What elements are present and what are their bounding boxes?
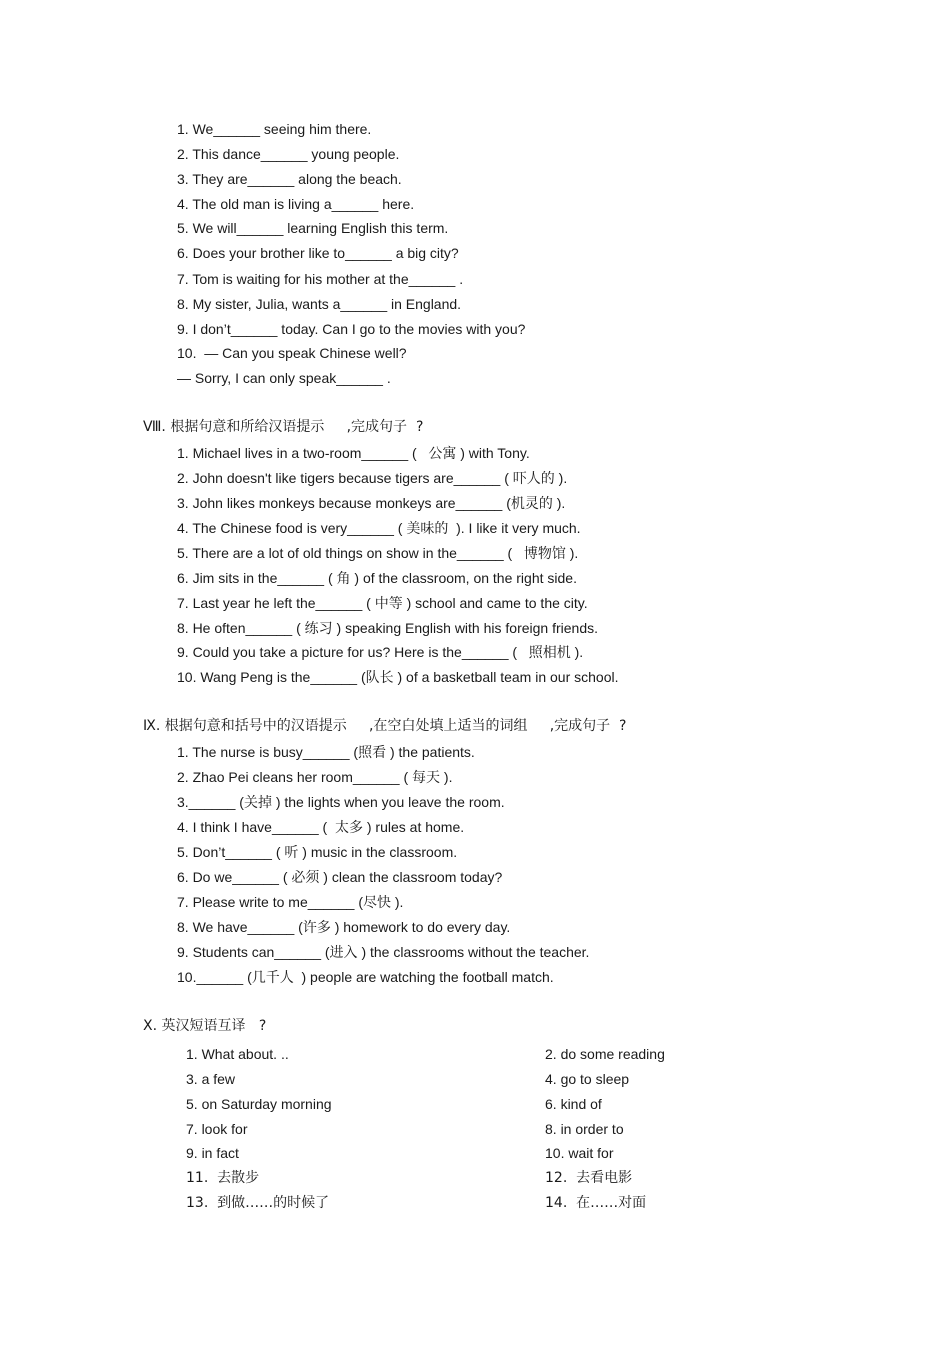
list-item: 5. on Saturday morning — [186, 1096, 332, 1112]
list-item: 10. — Can you speak Chinese well? — [177, 345, 407, 361]
list-item: 5. There are a lot of old things on show in the______ ( 博物馆 ). — [177, 545, 579, 561]
list-item: 2. Zhao Pei cleans her room______ ( 每天 ). — [177, 769, 453, 785]
list-item: 1. We______ seeing him there. — [177, 121, 372, 137]
list-item: 9. Could you take a picture for us? Here is the______ ( 照相机 ). — [177, 644, 584, 660]
list-item: 5. Don’t______ ( 听 ) music in the classroom. — [177, 844, 458, 860]
list-item: 9. in fact — [186, 1145, 239, 1161]
list-item: 7. Please write to me______ (尽快 ). — [177, 894, 404, 910]
list-item: 8. My sister, Julia, wants a______ in England. — [177, 296, 462, 312]
list-item: 9. I don’t______ today. Can I go to the movies with you? — [177, 321, 526, 337]
list-item: 8. We have______ (许多 ) homework to do every day. — [177, 919, 511, 935]
list-item: 3. John likes monkeys because monkeys are______ (机灵的 ). — [177, 495, 566, 511]
section-heading: Ⅸ. 根据句意和括号中的汉语提示 ,在空白处填上适当的词组 ,完成句子 ? — [143, 718, 627, 734]
list-item: 8. He often______ ( 练习 ) speaking English with his foreign friends. — [177, 620, 599, 636]
list-item: 1. Michael lives in a two-room______ ( 公寓 ) with Tony. — [177, 445, 530, 461]
list-item: 3.______ (关掉 ) the lights when you leave the room. — [177, 794, 505, 810]
list-item: 6. Does your brother like to______ a big city? — [177, 245, 459, 261]
list-item: 6. Jim sits in the______ ( 角 ) of the classroom, on the right side. — [177, 570, 577, 586]
list-item: 7. look for — [186, 1121, 248, 1137]
list-item: 14. 在……对面 — [545, 1195, 647, 1211]
list-item: 6. kind of — [545, 1096, 602, 1112]
list-item: 9. Students can______ (进入 ) the classrooms without the teacher. — [177, 944, 590, 960]
list-item: 10. wait for — [545, 1145, 614, 1161]
list-item: 8. in order to — [545, 1121, 624, 1137]
list-item: 7. Last year he left the______ ( 中等 ) school and came to the city. — [177, 595, 588, 611]
list-item: 7. Tom is waiting for his mother at the______ . — [177, 271, 464, 287]
list-item: 4. go to sleep — [545, 1071, 630, 1087]
list-item: 2. do some reading — [545, 1046, 665, 1062]
list-item: 2. John doesn't like tigers because tigers are______ ( 吓人的 ). — [177, 470, 568, 486]
list-item: 5. We will______ learning English this term. — [177, 220, 449, 236]
list-item: 1. The nurse is busy______ (照看 ) the patients. — [177, 744, 475, 760]
section-heading: Ⅹ. 英汉短语互译 ? — [143, 1018, 267, 1034]
list-item: 11. 去散步 — [186, 1170, 260, 1186]
section-heading: Ⅷ. 根据句意和所给汉语提示 ,完成句子 ? — [143, 419, 424, 435]
list-item: 3. a few — [186, 1071, 236, 1087]
list-item: 4. The old man is living a______ here. — [177, 196, 415, 212]
list-item: 1. What about. .. — [186, 1046, 289, 1062]
list-item: 2. This dance______ young people. — [177, 146, 400, 162]
list-item: 10.______ (几千人 ) people are watching the football match. — [177, 969, 554, 985]
list-item: 3. They are______ along the beach. — [177, 171, 402, 187]
list-item: — Sorry, I can only speak______ . — [177, 370, 391, 386]
list-item: 4. I think I have______ ( 太多 ) rules at home. — [177, 819, 465, 835]
list-item: 13. 到做……的时候了 — [186, 1195, 330, 1211]
list-item: 12. 去看电影 — [545, 1170, 633, 1186]
list-item: 4. The Chinese food is very______ ( 美味的 ). I like it very much. — [177, 520, 581, 536]
list-item: 6. Do we______ ( 必须 ) clean the classroom today? — [177, 869, 503, 885]
list-item: 10. Wang Peng is the______ (队长 ) of a basketball team in our school. — [177, 669, 619, 685]
